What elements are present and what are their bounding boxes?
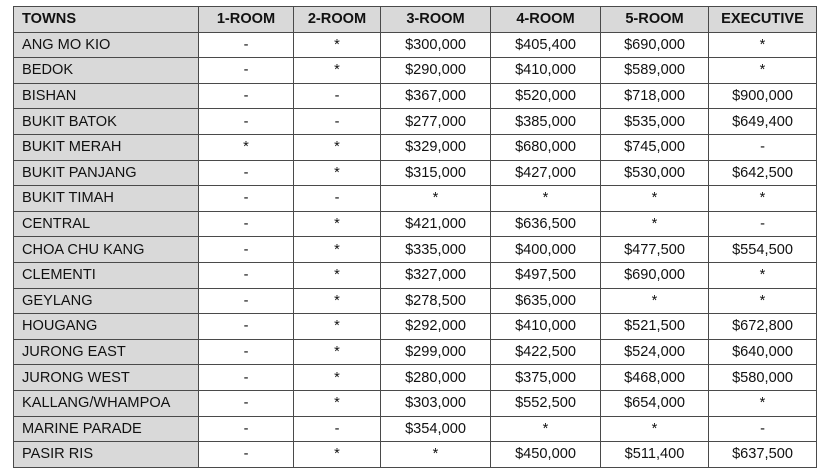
town-cell: KALLANG/WHAMPOA: [14, 390, 199, 416]
two-room-cell: *: [294, 32, 381, 58]
executive-cell: *: [709, 32, 817, 58]
one-room-cell: -: [199, 262, 294, 288]
two-room-cell: *: [294, 58, 381, 84]
five-room-cell: $535,000: [601, 109, 709, 135]
two-room-cell: *: [294, 365, 381, 391]
table-row: [14, 109, 817, 135]
five-room-cell: $468,000: [601, 365, 709, 391]
two-room-cell: *: [294, 211, 381, 237]
four-room-cell: $422,500: [491, 339, 601, 365]
executive-cell: $637,500: [709, 442, 817, 468]
three-room-cell: $300,000: [381, 32, 491, 58]
two-room-cell: -: [294, 416, 381, 442]
header-executive: EXECUTIVE: [709, 7, 817, 33]
five-room-cell: $530,000: [601, 160, 709, 186]
table-row: [14, 83, 817, 109]
one-room-cell: -: [199, 186, 294, 212]
two-room-cell: *: [294, 314, 381, 340]
five-room-cell: $521,500: [601, 314, 709, 340]
table-row: [14, 58, 817, 84]
town-cell: MARINE PARADE: [14, 416, 199, 442]
executive-cell: -: [709, 134, 817, 160]
executive-cell: *: [709, 58, 817, 84]
town-cell: CHOA CHU KANG: [14, 237, 199, 263]
one-room-cell: -: [199, 442, 294, 468]
three-room-cell: $280,000: [381, 365, 491, 391]
town-cell: ANG MO KIO: [14, 32, 199, 58]
header-2-room: 2-ROOM: [294, 7, 381, 33]
two-room-cell: -: [294, 109, 381, 135]
town-cell: BUKIT TIMAH: [14, 186, 199, 212]
town-cell: GEYLANG: [14, 288, 199, 314]
executive-cell: $640,000: [709, 339, 817, 365]
executive-cell: *: [709, 186, 817, 212]
two-room-cell: *: [294, 390, 381, 416]
executive-cell: -: [709, 416, 817, 442]
table-row: [14, 237, 817, 263]
one-room-cell: -: [199, 390, 294, 416]
executive-cell: *: [709, 288, 817, 314]
four-room-cell: $427,000: [491, 160, 601, 186]
five-room-cell: $718,000: [601, 83, 709, 109]
three-room-cell: $299,000: [381, 339, 491, 365]
executive-cell: -: [709, 211, 817, 237]
four-room-cell: $410,000: [491, 314, 601, 340]
one-room-cell: *: [199, 134, 294, 160]
one-room-cell: -: [199, 58, 294, 84]
five-room-cell: $745,000: [601, 134, 709, 160]
two-room-cell: *: [294, 339, 381, 365]
executive-cell: $672,800: [709, 314, 817, 340]
three-room-cell: $421,000: [381, 211, 491, 237]
executive-cell: $649,400: [709, 109, 817, 135]
table-row: [14, 442, 817, 468]
table-row: [14, 339, 817, 365]
three-room-cell: $327,000: [381, 262, 491, 288]
three-room-cell: *: [381, 186, 491, 212]
four-room-cell: $450,000: [491, 442, 601, 468]
five-room-cell: $654,000: [601, 390, 709, 416]
executive-cell: $642,500: [709, 160, 817, 186]
four-room-cell: $520,000: [491, 83, 601, 109]
table-row: [14, 365, 817, 391]
table-row: [14, 314, 817, 340]
one-room-cell: -: [199, 160, 294, 186]
two-room-cell: -: [294, 186, 381, 212]
price-table: [13, 6, 817, 468]
table-row: [14, 288, 817, 314]
three-room-cell: $335,000: [381, 237, 491, 263]
header-5-room: 5-ROOM: [601, 7, 709, 33]
five-room-cell: $524,000: [601, 339, 709, 365]
four-room-cell: $375,000: [491, 365, 601, 391]
executive-cell: *: [709, 262, 817, 288]
four-room-cell: *: [491, 416, 601, 442]
header-1-room: 1-ROOM: [199, 7, 294, 33]
two-room-cell: *: [294, 134, 381, 160]
five-room-cell: $690,000: [601, 32, 709, 58]
four-room-cell: $680,000: [491, 134, 601, 160]
town-cell: HOUGANG: [14, 314, 199, 340]
town-cell: CENTRAL: [14, 211, 199, 237]
five-room-cell: $690,000: [601, 262, 709, 288]
one-room-cell: -: [199, 416, 294, 442]
table-row: [14, 416, 817, 442]
one-room-cell: -: [199, 83, 294, 109]
five-room-cell: $477,500: [601, 237, 709, 263]
town-cell: BUKIT MERAH: [14, 134, 199, 160]
table-row: [14, 32, 817, 58]
town-cell: CLEMENTI: [14, 262, 199, 288]
two-room-cell: *: [294, 262, 381, 288]
header-towns: TOWNS: [14, 7, 199, 33]
four-room-cell: $497,500: [491, 262, 601, 288]
table-row: [14, 134, 817, 160]
three-room-cell: $277,000: [381, 109, 491, 135]
executive-cell: $580,000: [709, 365, 817, 391]
three-room-cell: $290,000: [381, 58, 491, 84]
table-row: [14, 211, 817, 237]
executive-cell: $554,500: [709, 237, 817, 263]
four-room-cell: $410,000: [491, 58, 601, 84]
executive-cell: *: [709, 390, 817, 416]
two-room-cell: -: [294, 83, 381, 109]
table-row: [14, 186, 817, 212]
town-cell: BEDOK: [14, 58, 199, 84]
five-room-cell: *: [601, 416, 709, 442]
three-room-cell: $354,000: [381, 416, 491, 442]
two-room-cell: *: [294, 442, 381, 468]
town-cell: BUKIT BATOK: [14, 109, 199, 135]
table-row: [14, 390, 817, 416]
three-room-cell: $367,000: [381, 83, 491, 109]
three-room-cell: *: [381, 442, 491, 468]
three-room-cell: $303,000: [381, 390, 491, 416]
one-room-cell: -: [199, 314, 294, 340]
one-room-cell: -: [199, 32, 294, 58]
four-room-cell: $385,000: [491, 109, 601, 135]
executive-cell: $900,000: [709, 83, 817, 109]
five-room-cell: *: [601, 288, 709, 314]
town-cell: PASIR RIS: [14, 442, 199, 468]
table-row: [14, 262, 817, 288]
three-room-cell: $315,000: [381, 160, 491, 186]
header-row: [14, 7, 817, 33]
town-cell: JURONG WEST: [14, 365, 199, 391]
one-room-cell: -: [199, 339, 294, 365]
town-cell: JURONG EAST: [14, 339, 199, 365]
four-room-cell: $405,400: [491, 32, 601, 58]
header-4-room: 4-ROOM: [491, 7, 601, 33]
two-room-cell: *: [294, 237, 381, 263]
table-header: [14, 7, 817, 33]
one-room-cell: -: [199, 211, 294, 237]
five-room-cell: $511,400: [601, 442, 709, 468]
four-room-cell: $636,500: [491, 211, 601, 237]
one-room-cell: -: [199, 365, 294, 391]
town-cell: BUKIT PANJANG: [14, 160, 199, 186]
five-room-cell: *: [601, 186, 709, 212]
two-room-cell: *: [294, 288, 381, 314]
one-room-cell: -: [199, 288, 294, 314]
one-room-cell: -: [199, 237, 294, 263]
table-body: [14, 32, 817, 467]
two-room-cell: *: [294, 160, 381, 186]
five-room-cell: $589,000: [601, 58, 709, 84]
three-room-cell: $292,000: [381, 314, 491, 340]
header-3-room: 3-ROOM: [381, 7, 491, 33]
four-room-cell: *: [491, 186, 601, 212]
four-room-cell: $635,000: [491, 288, 601, 314]
four-room-cell: $400,000: [491, 237, 601, 263]
three-room-cell: $329,000: [381, 134, 491, 160]
town-cell: BISHAN: [14, 83, 199, 109]
five-room-cell: *: [601, 211, 709, 237]
table-row: [14, 160, 817, 186]
one-room-cell: -: [199, 109, 294, 135]
four-room-cell: $552,500: [491, 390, 601, 416]
three-room-cell: $278,500: [381, 288, 491, 314]
